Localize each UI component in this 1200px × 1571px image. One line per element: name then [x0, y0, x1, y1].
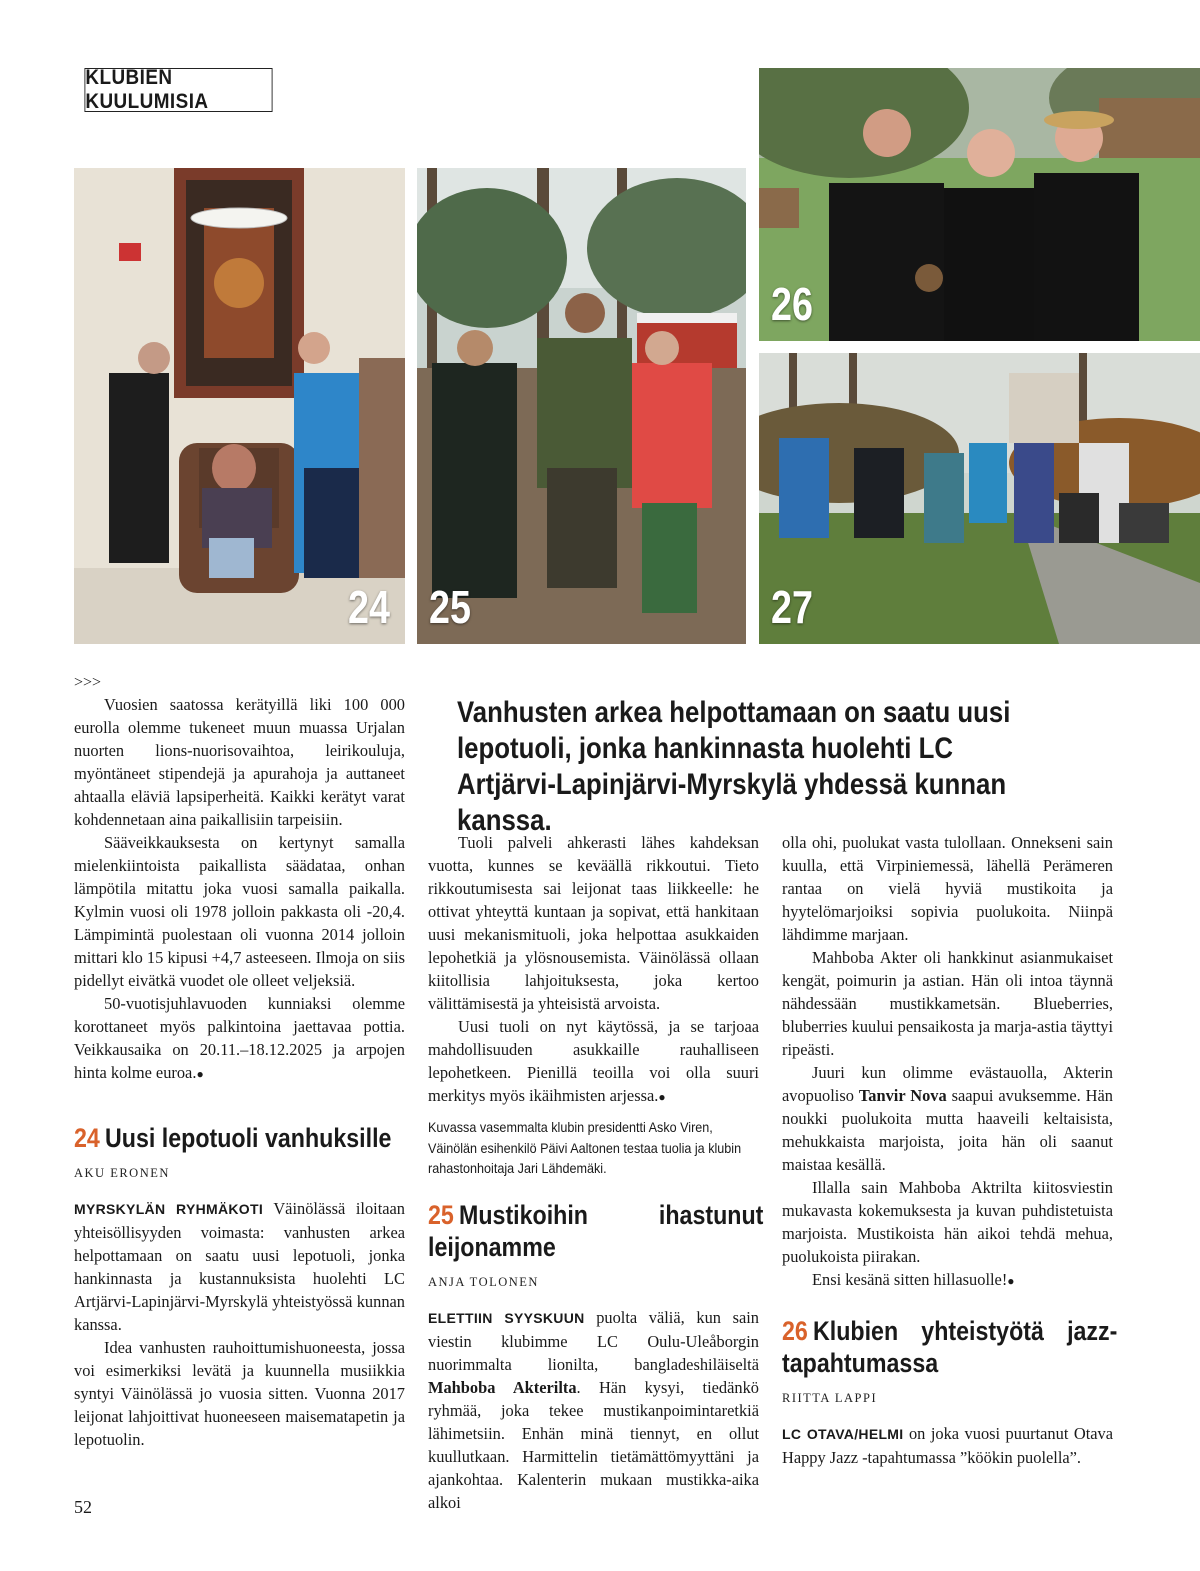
article-26-title-text: Klubien yhteistyötä jazz-tapahtumassa — [782, 1316, 1118, 1378]
photo-26-number: 26 — [771, 278, 813, 330]
photo-26-image — [759, 68, 1200, 341]
article-25-lead — [428, 1306, 759, 1514]
article-25-p1b: . Hän kysyi, tiedänkö ryhmää, joka tekee mustikanpoimintaretkiä lähimetsiin. Enhän minä tiennyt, en ollut kuullutkaan. Harmittelin tietämättömyyttäni ja ajankohtaa. Kalenterin mukaan mustikka-aika alkoi — [428, 1377, 759, 1512]
col2-paragraph: Tuoli palveli ahkerasti lähes kahdeksan vuotta, kunnes se keväällä rikkoutui. Tieto rikkoutumisesta sai leijonat taas liikkeelle: he ottivat yhteyttä kuntaan ja sopivat, että hankitaan uusi mekanismituoli, joka helpottaa asukkaiden lepohetkiä ja ylösnousemista. Väinölässä ollaan kiitollisia lahjoituksesta, joka kertoo välittämisestä ja yhteisistä arvoista. — [428, 833, 759, 1013]
col3-paragraph: olla ohi, puolukat vasta tulollaan. Onnekseni sain kuulla, että Virpiniemessä, lähellä Perämeren rantaa on vielä hyviä mustikoita ja hyytelömarjoiksi sopivia puolukoita. Niinpä lähdimme marjaan. — [782, 833, 1113, 944]
photo-25-number: 25 — [429, 581, 471, 633]
col3-paragraph — [782, 1061, 1113, 1176]
photo-24-number: 24 — [348, 581, 390, 633]
column-1 — [74, 673, 405, 1451]
col3-paragraph — [782, 1268, 1113, 1293]
article-24-p2: Idea vanhusten rauhoittumishuoneesta, jossa voi esimerkiksi levätä ja kuunnella musiikkia syntyi Väinölässä jo vuosia sitten. Vuonna 2017 leijonat lahjoittivat huoneeseen maisematapetin ja lepotuolin. — [74, 1338, 405, 1449]
article-26-lead — [782, 1422, 1113, 1469]
article-25-title-text: Mustikoihin ihastunut leijonamme — [428, 1199, 764, 1262]
col1-paragraph-text: 50-vuotisjuhlavuoden kunniaksi olemme korottaneet myös palkintoina jaettavaa pottia. Veikkausaika on 20.11.–18.12.2025 ja arpojen hinta kolme euroa. — [74, 994, 405, 1082]
article-24-lead — [74, 1197, 405, 1336]
photo-caption: Kuvassa vasemmalta klubin presidentti Asko Viren, Väinölän esihenkilö Päivi Aaltonen testaa tuolia ja klubin rahastonhoitaja Jari Lähdemäki. — [428, 1119, 742, 1176]
col3-paragraph: Illalla sain Mahboba Aktrilta kiitosviestin mukavasta kokemuksesta ja kuvan puhdistetuista marjoista. Mustikoista hän aikoi tehdä mehua, puolukoista piirakan. — [782, 1178, 1113, 1266]
person-name: Mahboba Akterilta — [428, 1377, 577, 1397]
col2-paragraph-text: Uusi tuoli on nyt käytössä, ja se tarjoaa mahdollisuuden asukkaille rauhalliseen lepohetkeen. Pienillä teoilla voi olla suuri merkitys myös ikäihmisten arjessa. — [428, 1017, 759, 1105]
end-mark: ● — [658, 1090, 666, 1104]
article-24-p1: Väinölässä iloitaan yhteisöllisyyden voimasta: vanhusten arkea helpottamaan on saatu uusi lepotuoli, jonka hankinnasta ja kustannuksista huolehti LC Artjärvi-Lapinjärvi-Myrskylä yhteistyössä kunnan kanssa. — [74, 1199, 405, 1334]
person-name: Tanvir Nova — [858, 1086, 947, 1105]
photo-24 — [74, 168, 405, 644]
col3-paragraph: Mahboba Akter oli hankkinut asianmukaiset kengät, poimurin ja astian. Hän oli intoa täynnä nähdessään mustikkametsän. Blueberries, bluberries kuului pensaikosta ja marja-astia täyttyi ripeästi. — [782, 948, 1113, 1059]
end-mark: ● — [196, 1067, 204, 1081]
photo-26 — [759, 68, 1200, 341]
col2-paragraph — [428, 1015, 759, 1109]
continuation-marker: >>> — [74, 674, 102, 691]
photo-25-image — [417, 168, 746, 644]
article-26-p1: on joka vuosi puurtanut Otava Happy Jazz -tapahtumassa ”köökin puolella”. — [782, 1424, 1113, 1467]
article-26-author: RIITTA LAPPI — [782, 1391, 878, 1405]
article-26-lead-tag: LC OTAVA/HELMI — [782, 1426, 904, 1442]
article-25-number: 25 — [428, 1199, 454, 1230]
col3-p3b: saapui avuksemme. Hän noukki puolukoita mutta haaveili keltaisista, mehukkaista marjoista, joita hän oli saanut maistaa kesällä. — [782, 1086, 1113, 1174]
article-24-author: AKU ERONEN — [74, 1166, 170, 1180]
column-3 — [782, 831, 1118, 1469]
col3-p3a: Juuri kun olimme evästauolla, Akterin avopuoliso — [782, 1063, 1113, 1105]
article-25-author: ANJA TOLONEN — [428, 1274, 539, 1289]
col1-paragraph — [74, 992, 405, 1086]
article-24-number: 24 — [74, 1123, 100, 1153]
article-24-lead-tag: MYRSKYLÄN RYHMÄKOTI — [74, 1201, 264, 1217]
page-number: 52 — [74, 1497, 92, 1517]
photo-27-number: 27 — [771, 581, 813, 633]
article-25-lead-tag: ELETTIIN SYYSKUUN — [428, 1309, 585, 1326]
col1-paragraph: Vuosien saatossa kerätyillä liki 100 000 eurolla olemme tukeneet muun muassa Urjalan nuorten lions-nuorisovaihtoa, leirikouluja, myöntäneet stipendejä ja apurahoja ja auttaneet ahtaalla eläviä lapsiperheitä. Kaikki kerätyt varat kohdennetaan aina paikallisiin tarpeisiin. — [74, 695, 405, 829]
article-26-number: 26 — [782, 1316, 808, 1346]
article-25-title — [428, 1199, 763, 1263]
end-mark: ● — [1007, 1274, 1015, 1288]
pull-headline: Vanhusten arkea helpottamaan on saatu uusi lepotuoli, jonka hankinnasta huolehti LC Artjärvi-Lapinjärvi-Myrskylä yhdessä kunnan kanssa. — [457, 696, 1011, 837]
article-26-title — [782, 1315, 1117, 1379]
article-24-title-text: Uusi lepotuoli vanhuksille — [105, 1123, 392, 1153]
article-24-title — [74, 1122, 409, 1154]
photo-27-image — [759, 353, 1200, 644]
col1-paragraph: Sääveikkauksesta on kertynyt samalla mielenkiintoista paikallista säädataa, onhan lämpötila mitattu joka vuosi samalla paikalla. Kylmin vuosi oli 1978 jolloin pakkasta oli -20,4. Lämpimintä puolestaan oli vuonna 2014 jolloin mittari klo 15 kipusi +4,7 asteeseen. Ilmoja on siis pidellyt eivätkä vuodet ole olleet veljeksiä. — [74, 833, 405, 990]
section-label: KLUBIEN KUULUMISIA — [84, 68, 272, 112]
photo-24-image — [74, 168, 405, 644]
column-2 — [428, 831, 764, 1514]
photo-27 — [759, 353, 1200, 644]
col3-p5: Ensi kesänä sitten hillasuolle! — [812, 1270, 1008, 1289]
article-25-p1a: puolta väliä, kun sain viestin klubimme LC Oulu-Uleåborgin nuorimmalta lionilta, bangladeshiläiseltä — [428, 1307, 759, 1374]
photo-25 — [417, 168, 746, 644]
